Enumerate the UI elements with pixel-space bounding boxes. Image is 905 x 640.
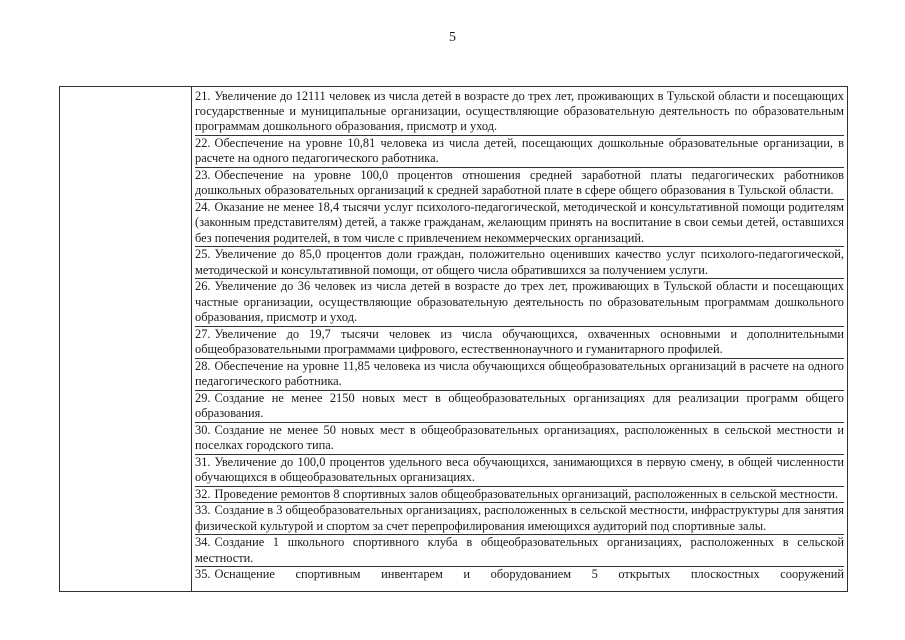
list-item: 29. Создание не менее 2150 новых мест в общеобразовательных организациях для реализации программ общего образования. [195,391,844,423]
list-item: 34. Создание 1 школьного спортивного клуба в общеобразовательных организациях, расположенных в сельской местности. [195,535,844,567]
list-item: 35. Оснащение спортивным инвентарем и оборудованием 5 открытых плоскостных сооружений [195,567,844,582]
table-left-column [60,87,192,591]
list-item: 23. Обеспечение на уровне 100,0 процентов отношения средней заработной платы педагогических работников дошкольных образовательных организаций к средней заработной плате в сфере общего образования в Тульской области. [195,168,844,200]
list-item: 30. Создание не менее 50 новых мест в общеобразовательных организациях, расположенных в сельской местности и поселках городского типа. [195,423,844,455]
list-item: 21. Увеличение до 12111 человек из числа детей в возрасте до трех лет, проживающих в Тульской области и посещающих государственные и муниципальные организации, осуществляющие образовательную деятельность по образовательным программам дошкольного образования, присмотр и уход. [195,89,844,136]
table-right-column [192,87,847,591]
page-number: 5 [449,30,456,45]
list-item: 22. Обеспечение на уровне 10,81 человека из числа детей, посещающих дошкольные образовательные организации, в расчете на одного педагогического работника. [195,136,844,168]
list-item: 27. Увеличение до 19,7 тысячи человек из числа обучающихся, охваченных основными и дополнительными общеобразовательными программами цифрового, естественнонаучного и гуманитарного профилей. [195,327,844,359]
list-item: 24. Оказание не менее 18,4 тысячи услуг психолого-педагогической, методической и консультативной помощи родителям (законным представителям) детей, а также гражданам, желающим принять на воспитание в свои семьи детей, оставшихся без попечения родителей, в том числе с привлечением некоммерческих организаций. [195,200,844,247]
list-item: 28. Обеспечение на уровне 11,85 человека из числа обучающихся общеобразовательных организаций в расчете на одного педагогического работника. [195,359,844,391]
document-table [59,86,848,592]
list-item: 26. Увеличение до 36 человек из числа детей в возрасте до трех лет, проживающих в Тульской области и посещающих частные организации, осуществляющие образовательную деятельность по образовательным программам дошкольного образования, присмотр и уход. [195,279,844,326]
list-item: 25. Увеличение до 85,0 процентов доли граждан, положительно оценивших качество услуг психолого-педагогической, методической и консультативной помощи, от общего числа обратившихся за получением услуги. [195,247,844,279]
list-item: 31. Увеличение до 100,0 процентов удельного веса обучающихся, занимающихся в первую смену, в общей численности обучающихся в общеобразовательных организациях. [195,455,844,487]
list-item: 33. Создание в 3 общеобразовательных организациях, расположенных в сельской местности, инфраструктуры для занятия физической культурой и спортом за счет перепрофилирования имеющихся аудиторий под спортивные залы. [195,503,844,535]
list-item: 32. Проведение ремонтов 8 спортивных залов общеобразовательных организаций, расположенных в сельской местности. [195,487,844,504]
